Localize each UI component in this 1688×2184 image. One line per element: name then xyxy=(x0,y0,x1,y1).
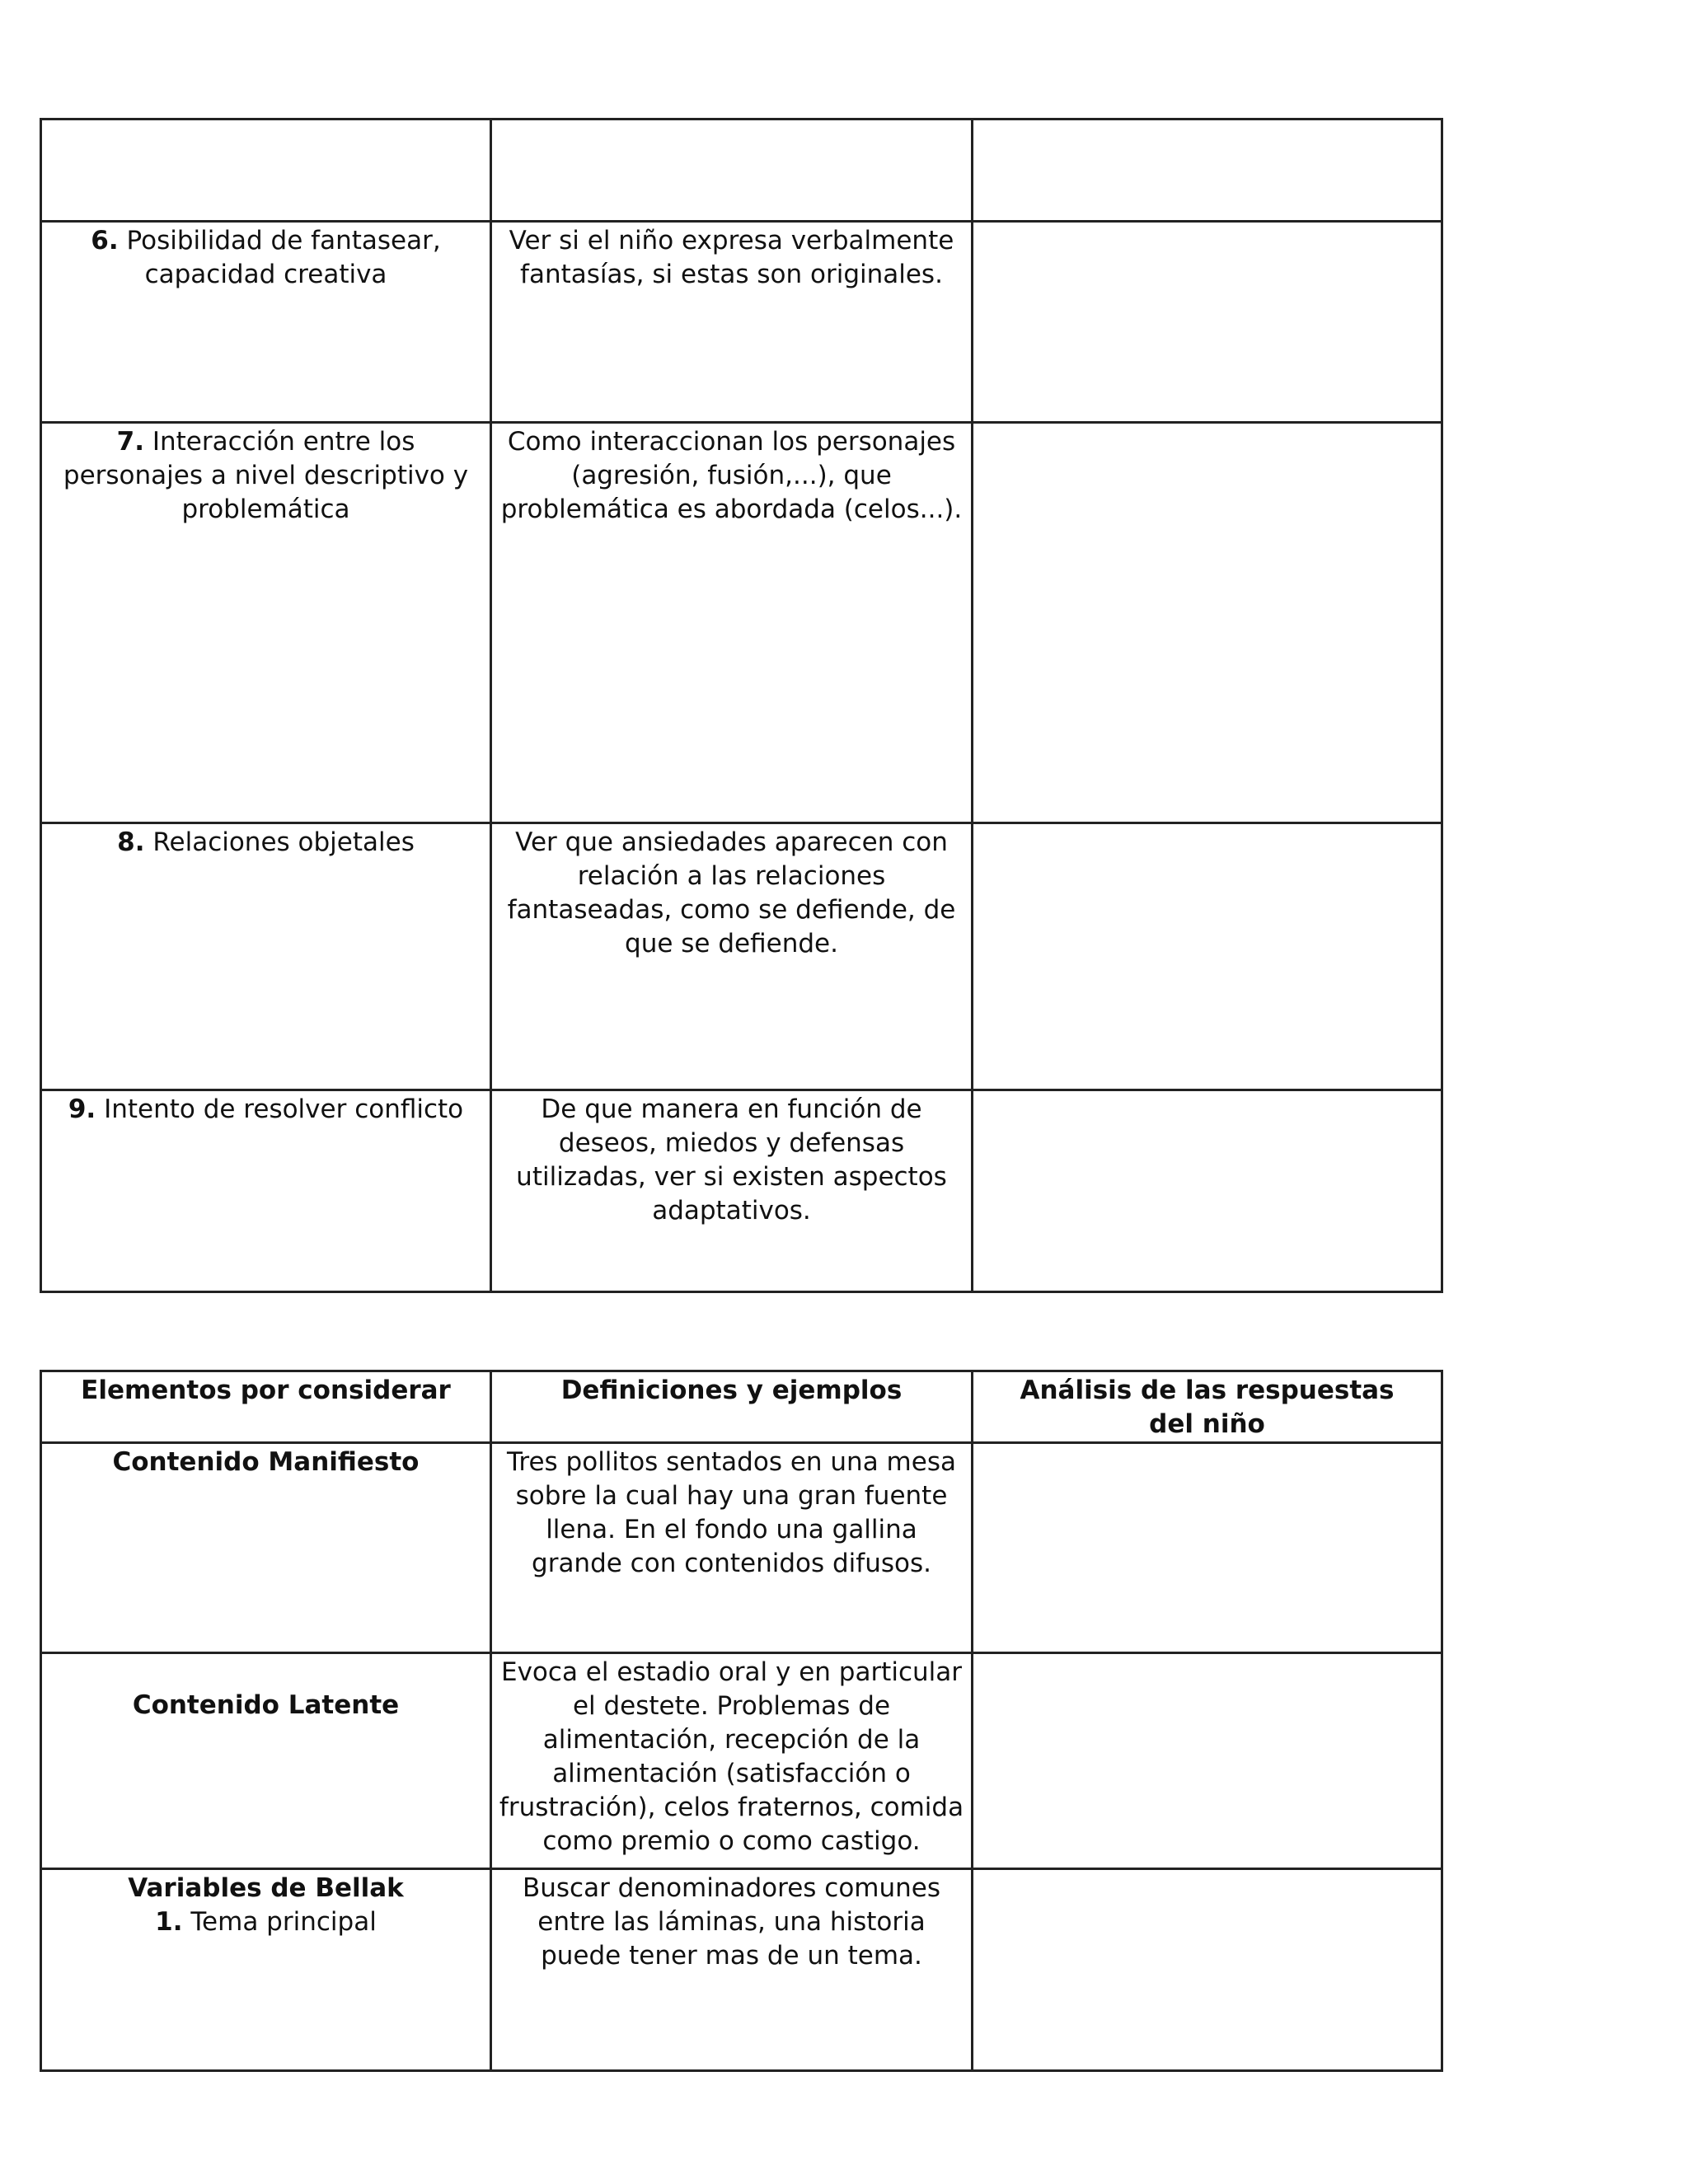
item-number: 8. xyxy=(117,827,145,857)
table-row-9 xyxy=(41,1090,1442,1292)
header-elements: Elementos por considerar xyxy=(41,1371,491,1443)
element-label: Interacción entre los personajes a nivel descriptivo y problemática xyxy=(63,427,469,524)
definition-cell xyxy=(491,423,973,823)
element-label: Posibilidad de fantasear, capacidad creativa xyxy=(126,226,441,289)
definition-text: Buscar denominadores comunes entre las láminas, una historia puede tener mas de un tema. xyxy=(522,1873,941,1971)
definition-text: De que manera en función de deseos, miedos y defensas utilizadas, ver si existen aspectos adaptativos. xyxy=(516,1094,947,1226)
header-definitions: Definiciones y ejemplos xyxy=(491,1371,973,1443)
analysis-cell[interactable] xyxy=(973,1090,1442,1292)
analysis-cell[interactable] xyxy=(973,1653,1442,1869)
variables-title: Variables de Bellak xyxy=(128,1873,404,1903)
element-label: Tema principal xyxy=(190,1907,377,1937)
definition-text: Tres pollitos sentados en una mesa sobre la cual hay una gran fuente llena. En el fondo una gallina grande con contenidos difusos. xyxy=(507,1447,956,1578)
definition-text: Ver si el niño expresa verbalmente fantasías, si estas son originales. xyxy=(509,226,954,289)
item-number: 6. xyxy=(91,226,119,255)
table-row-7 xyxy=(41,423,1442,823)
definition-cell xyxy=(491,1869,973,2071)
definition-cell xyxy=(491,1653,973,1869)
analysis-cell[interactable] xyxy=(973,823,1442,1090)
element-cell: Contenido Manifiesto xyxy=(41,1443,491,1653)
card-analysis-table xyxy=(40,1370,1443,2072)
element-cell xyxy=(41,222,491,423)
element-cell: Contenido Latente xyxy=(41,1653,491,1869)
analysis-cell[interactable] xyxy=(973,423,1442,823)
table-row-latent xyxy=(41,1653,1442,1869)
analysis-cell[interactable] xyxy=(973,1869,1442,2071)
definition-text: Ver que ansiedades aparecen con relación a las relaciones fantaseadas, como se defiende, de que se defiende. xyxy=(507,827,956,958)
element-label: Relaciones objetales xyxy=(152,827,415,857)
table-row-8 xyxy=(41,823,1442,1090)
definition-cell xyxy=(491,222,973,423)
table-row-6 xyxy=(41,222,1442,423)
element-cell xyxy=(41,120,491,222)
definition-cell xyxy=(491,1443,973,1653)
analysis-cell xyxy=(973,120,1442,222)
item-number: 9. xyxy=(68,1094,96,1124)
definition-cell xyxy=(491,823,973,1090)
definition-cell xyxy=(491,1090,973,1292)
header-analysis: Análisis de las respuestas del niño xyxy=(973,1371,1442,1443)
analysis-cell[interactable] xyxy=(973,222,1442,423)
element-cell xyxy=(41,823,491,1090)
table-header-row xyxy=(41,1371,1442,1443)
item-number: 1. xyxy=(155,1907,183,1937)
definition-text: Como interaccionan los personajes (agresión, fusión,...), que problemática es abordada (celos...). xyxy=(500,427,963,524)
evaluation-table-continued xyxy=(40,118,1443,1293)
element-cell xyxy=(41,423,491,823)
element-cell xyxy=(41,1869,491,2071)
table-row-manifest xyxy=(41,1443,1442,1653)
definition-text: Evoca el estadio oral y en particular el destete. Problemas de alimentación, recepción de la alimentación (satisfacción o frustración), celos fraternos, comida como premio o como castigo. xyxy=(499,1657,964,1856)
item-number: 7. xyxy=(116,427,144,457)
table-row-bellak xyxy=(41,1869,1442,2071)
element-label: Intento de resolver conflicto xyxy=(104,1094,464,1124)
definition-cell xyxy=(491,120,973,222)
analysis-cell[interactable] xyxy=(973,1443,1442,1653)
element-cell xyxy=(41,1090,491,1292)
table-row-empty xyxy=(41,120,1442,222)
